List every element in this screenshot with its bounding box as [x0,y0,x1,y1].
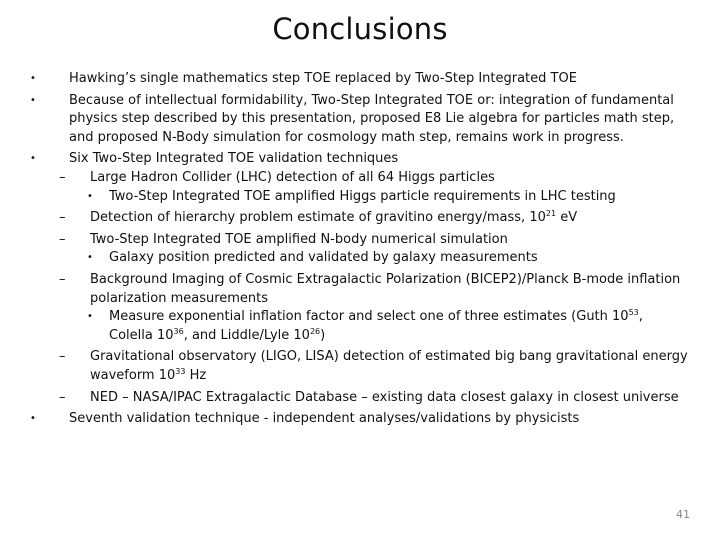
text-part: , Colella 10 [109,309,643,343]
text-part: ) [320,327,326,343]
bullet-marker: • [87,311,93,323]
text-part: Detection of hierarchy problem estimate of gravitino energy/mass, 10 [90,210,546,226]
dash-marker: – [59,271,66,287]
bullet-text: Seventh validation technique - independent analyses/validations by physicists [69,411,580,427]
bullet-text [90,210,577,225]
sub-sub-bullet-higgs [87,188,690,207]
text-part: Gravitational observatory (LIGO, LISA) detection of estimated big bang gravitational energy waveform 10 [90,349,688,383]
nbody-sublist [59,249,690,268]
lhc-sublist [59,188,690,207]
sub-sub-bullet-inflation [87,308,690,345]
bullet-marker: • [87,190,93,202]
dash-marker: – [59,169,66,185]
dash-marker: – [59,231,66,247]
text-part: Measure exponential inflation factor and select one of three estimates (Guth 10 [109,309,629,325]
text-part: eV [556,210,578,226]
exponent: 21 [545,209,557,219]
dash-marker: – [59,210,66,226]
exponent: 33 [175,366,186,376]
bullet-seventh-technique [30,410,690,429]
bullet-intellectual-formidability [30,92,690,148]
page-number: 41 [676,508,690,521]
exponent: 26 [309,326,321,336]
bullet-text: Background Imaging of Cosmic Extragalactic Polarization (BICEP2)/Planck B-mode inflation polarization measurements [90,271,681,306]
sub-bullet-gravitational [59,348,690,385]
bullet-text [90,349,688,383]
slide-title: Conclusions [272,12,448,46]
sub-bullet-ned [59,389,690,408]
validation-sublist [30,169,690,407]
bullet-list [30,70,690,429]
text-part: Hz [185,367,207,383]
bullet-text: Large Hadron Collider (LHC) detection of all 64 Higgs particles [90,169,495,185]
bullet-text: NED – NASA/IPAC Extragalactic Database – existing data closest galaxy in closest universe [90,389,679,405]
sub-bullet-hierarchy [59,209,690,228]
bullet-text: Two-Step Integrated TOE amplified N-body numerical simulation [90,231,508,247]
bullet-text: Galaxy position predicted and validated by galaxy measurements [109,250,538,266]
bullet-text: Two-Step Integrated TOE amplified Higgs particle requirements in LHC testing [109,188,616,204]
bullet-validation-techniques [30,150,690,407]
bicep2-sublist [59,308,690,345]
slide-body [30,70,690,432]
dash-marker: – [59,349,66,365]
bullet-text: Six Two-Step Integrated TOE validation techniques [69,151,399,167]
dash-marker: – [59,389,66,405]
exponent: 53 [628,308,639,318]
bullet-text: Because of intellectual formidability, Two-Step Integrated TOE or: integration of fundamental physics step described by this presentation, proposed E8 Lie algebra for particles math step, and proposed N-Body simulation for cosmology math step, remains work in progress. [69,92,675,145]
bullet-text: Hawking’s single mathematics step TOE replaced by Two-Step Integrated TOE [69,71,577,86]
bullet-marker: • [30,153,36,165]
bullet-marker: • [30,413,36,425]
text-part: , and Liddle/Lyle 10 [183,327,310,343]
bullet-marker: • [87,252,93,264]
sub-bullet-bicep2 [59,271,690,345]
bullet-hawking-toe [30,70,690,89]
exponent: 36 [173,326,184,336]
sub-bullet-lhc [59,169,690,206]
sub-bullet-nbody [59,231,690,268]
bullet-marker: • [30,94,36,106]
sub-sub-bullet-galaxy [87,249,690,268]
bullet-text [109,309,643,343]
bullet-marker: • [30,73,36,84]
